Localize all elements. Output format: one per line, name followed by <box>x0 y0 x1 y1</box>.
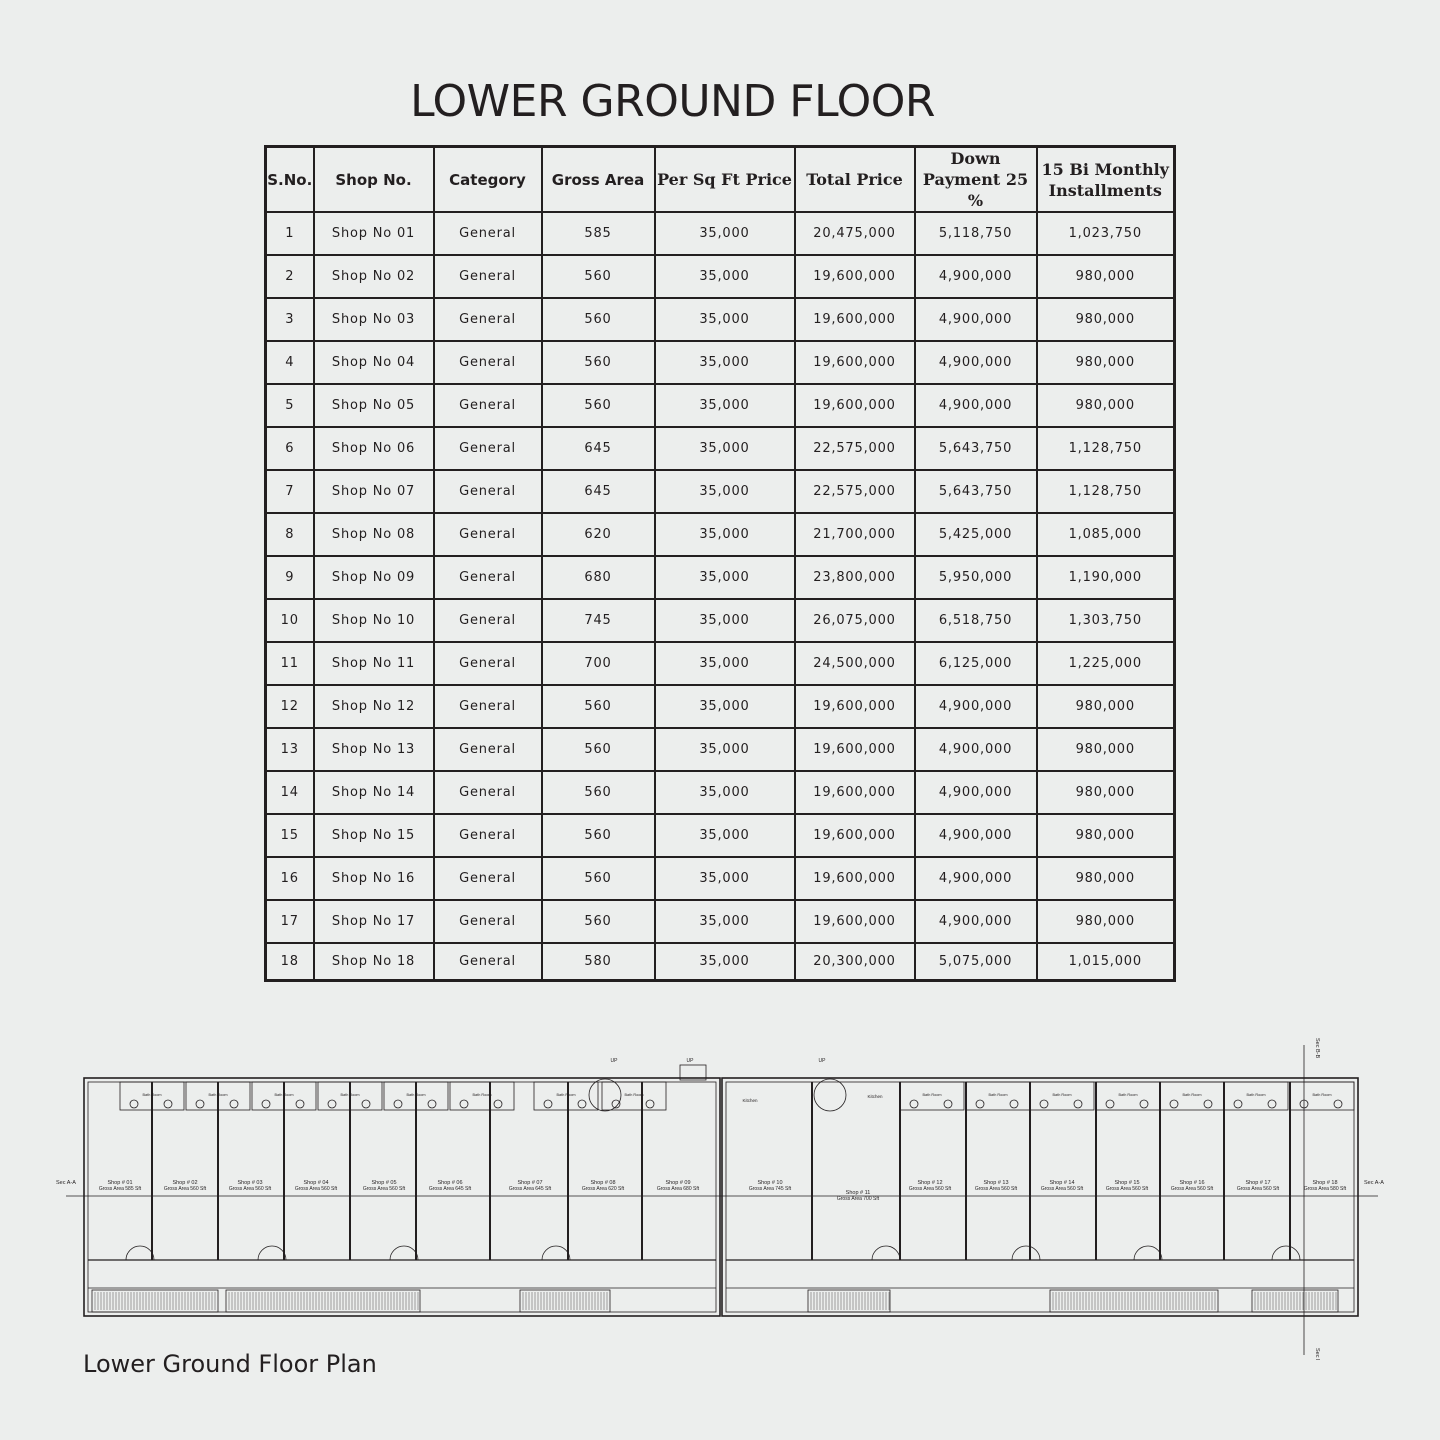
shop-label: Shop # 18 <box>1312 1180 1338 1186</box>
cell-shop-no: Shop No 15 <box>314 814 434 857</box>
cell-category: General <box>434 771 542 814</box>
cell-category: General <box>434 384 542 427</box>
shop-label: Shop # 16 <box>1179 1180 1205 1186</box>
fixture-icon <box>1268 1100 1276 1108</box>
shop-area-label: Gross Area 745 Sft <box>748 1186 792 1192</box>
cell-category: General <box>434 513 542 556</box>
cell-down-payment: 4,900,000 <box>915 728 1037 771</box>
cell-shop-no: Shop No 17 <box>314 900 434 943</box>
cell-gross-area: 560 <box>542 900 655 943</box>
cell-per-sqft-price: 35,000 <box>655 513 795 556</box>
cell-down-payment: 4,900,000 <box>915 298 1037 341</box>
cell-installment: 980,000 <box>1037 857 1175 900</box>
cell-per-sqft-price: 35,000 <box>655 685 795 728</box>
cell-down-payment: 6,518,750 <box>915 599 1037 642</box>
stair-spiral-icon <box>589 1079 621 1111</box>
cell-per-sqft-price: 35,000 <box>655 900 795 943</box>
cell-installment: 980,000 <box>1037 384 1175 427</box>
cell-gross-area: 585 <box>542 212 655 255</box>
cell-sno: 15 <box>266 814 314 857</box>
shop-label: Shop # 13 <box>983 1180 1009 1186</box>
cell-per-sqft-price: 35,000 <box>655 642 795 685</box>
cell-gross-area: 560 <box>542 814 655 857</box>
cell-sno: 6 <box>266 427 314 470</box>
shop-label: Shop # 15 <box>1114 1180 1140 1186</box>
cell-down-payment: 4,900,000 <box>915 900 1037 943</box>
cell-category: General <box>434 556 542 599</box>
shop-area-label: Gross Area 560 Sft <box>1170 1186 1214 1192</box>
table-row <box>266 642 1175 685</box>
cell-total-price: 23,800,000 <box>795 556 915 599</box>
cell-shop-no: Shop No 06 <box>314 427 434 470</box>
shop-label: Shop # 09 <box>665 1180 691 1186</box>
door-swing-icon <box>872 1246 886 1260</box>
table-row <box>266 384 1175 427</box>
bath-room-label: Bath Room <box>406 1093 426 1097</box>
fixture-icon <box>1074 1100 1082 1108</box>
fixture-icon <box>296 1100 304 1108</box>
fixture-icon <box>196 1100 204 1108</box>
cell-gross-area: 560 <box>542 341 655 384</box>
fixture-icon <box>1106 1100 1114 1108</box>
cell-category: General <box>434 255 542 298</box>
table-row <box>266 599 1175 642</box>
cell-per-sqft-price: 35,000 <box>655 599 795 642</box>
cell-gross-area: 645 <box>542 427 655 470</box>
cell-sno: 5 <box>266 384 314 427</box>
shop-area-label: Gross Area 580 Sft <box>1303 1186 1347 1192</box>
table-row <box>266 341 1175 384</box>
shop-label: Shop # 01 <box>107 1180 133 1186</box>
cell-installment: 980,000 <box>1037 685 1175 728</box>
stair-up-label: UP <box>686 1058 694 1064</box>
fixture-icon <box>544 1100 552 1108</box>
cell-shop-no: Shop No 03 <box>314 298 434 341</box>
bath-room-label: Bath Room <box>142 1093 162 1097</box>
cell-down-payment: 5,075,000 <box>915 943 1037 981</box>
shop-label: Shop # 06 <box>437 1180 463 1186</box>
shop-label: Shop # 04 <box>303 1180 329 1186</box>
cell-installment: 980,000 <box>1037 298 1175 341</box>
stair-up-label: UP <box>818 1058 826 1064</box>
header-down-payment: Down Payment 25 % <box>915 147 1037 213</box>
bath-room-label: Bath Room <box>340 1093 360 1097</box>
fixture-icon <box>1170 1100 1178 1108</box>
shop-label: Shop # 03 <box>237 1180 263 1186</box>
fixture-icon <box>1040 1100 1048 1108</box>
header-category: Category <box>434 147 542 213</box>
fixture-icon <box>1010 1100 1018 1108</box>
door-swing-icon <box>542 1246 556 1260</box>
cell-installment: 1,128,750 <box>1037 470 1175 513</box>
fixture-icon <box>328 1100 336 1108</box>
shop-label: Shop # 10 <box>757 1180 783 1186</box>
cell-per-sqft-price: 35,000 <box>655 771 795 814</box>
plan-wing-left-inner <box>88 1082 716 1312</box>
kitchen-label: Kitchen <box>867 1094 883 1099</box>
cell-shop-no: Shop No 12 <box>314 685 434 728</box>
door-swing-icon <box>1012 1246 1026 1260</box>
cell-category: General <box>434 900 542 943</box>
plan-wing-left <box>84 1078 720 1316</box>
door-swing-icon <box>1286 1246 1300 1260</box>
table-row <box>266 255 1175 298</box>
cell-installment: 1,190,000 <box>1037 556 1175 599</box>
bath-room-label: Bath Room <box>274 1093 294 1097</box>
bath-room-label: Bath Room <box>556 1093 576 1097</box>
cell-sno: 10 <box>266 599 314 642</box>
cell-gross-area: 560 <box>542 771 655 814</box>
cell-total-price: 22,575,000 <box>795 427 915 470</box>
shop-area-label: Gross Area 680 Sft <box>656 1186 700 1192</box>
fixture-icon <box>1140 1100 1148 1108</box>
section-a-label-left: Sec A-A <box>56 1180 76 1186</box>
cell-down-payment: 4,900,000 <box>915 771 1037 814</box>
cell-total-price: 19,600,000 <box>795 298 915 341</box>
cell-total-price: 19,600,000 <box>795 384 915 427</box>
cell-shop-no: Shop No 05 <box>314 384 434 427</box>
table-row <box>266 943 1175 981</box>
shop-label: Shop # 14 <box>1049 1180 1075 1186</box>
cell-sno: 16 <box>266 857 314 900</box>
shop-label: Shop # 05 <box>371 1180 397 1186</box>
cell-sno: 14 <box>266 771 314 814</box>
cell-total-price: 19,600,000 <box>795 814 915 857</box>
shop-area-label: Gross Area 560 Sft <box>228 1186 272 1192</box>
cell-per-sqft-price: 35,000 <box>655 427 795 470</box>
door-swing-icon <box>1026 1246 1040 1260</box>
cell-down-payment: 4,900,000 <box>915 814 1037 857</box>
cell-total-price: 22,575,000 <box>795 470 915 513</box>
fixture-icon <box>1204 1100 1212 1108</box>
cell-per-sqft-price: 35,000 <box>655 857 795 900</box>
cell-total-price: 19,600,000 <box>795 771 915 814</box>
cell-category: General <box>434 642 542 685</box>
cell-down-payment: 6,125,000 <box>915 642 1037 685</box>
cell-installment: 1,023,750 <box>1037 212 1175 255</box>
fixture-icon <box>394 1100 402 1108</box>
cell-category: General <box>434 470 542 513</box>
cell-category: General <box>434 427 542 470</box>
cell-sno: 11 <box>266 642 314 685</box>
bath-room-label: Bath Room <box>208 1093 228 1097</box>
bath-room-label: Bath Room <box>988 1093 1008 1097</box>
fixture-icon <box>494 1100 502 1108</box>
shop-label: Shop # 11 <box>845 1190 871 1196</box>
fixture-icon <box>578 1100 586 1108</box>
cell-down-payment: 4,900,000 <box>915 341 1037 384</box>
cell-category: General <box>434 298 542 341</box>
cell-installment: 1,085,000 <box>1037 513 1175 556</box>
cell-gross-area: 560 <box>542 728 655 771</box>
cell-category: General <box>434 685 542 728</box>
cell-shop-no: Shop No 11 <box>314 642 434 685</box>
fixture-icon <box>460 1100 468 1108</box>
shop-label: Shop # 08 <box>590 1180 616 1186</box>
price-table <box>264 145 1176 982</box>
bath-room-label: Bath Room <box>1246 1093 1266 1097</box>
cell-category: General <box>434 599 542 642</box>
cell-shop-no: Shop No 10 <box>314 599 434 642</box>
cell-per-sqft-price: 35,000 <box>655 556 795 599</box>
cell-gross-area: 560 <box>542 857 655 900</box>
shop-area-label: Gross Area 560 Sft <box>163 1186 207 1192</box>
cell-shop-no: Shop No 14 <box>314 771 434 814</box>
cell-total-price: 21,700,000 <box>795 513 915 556</box>
shop-area-label: Gross Area 560 Sft <box>1105 1186 1149 1192</box>
section-a-label-right: Sec A-A <box>1364 1180 1384 1186</box>
header-per-sqft-price: Per Sq Ft Price <box>655 147 795 213</box>
shop-area-label: Gross Area 585 Sft <box>98 1186 142 1192</box>
fixture-icon <box>976 1100 984 1108</box>
cell-installment: 1,128,750 <box>1037 427 1175 470</box>
page-title: LOWER GROUND FLOOR <box>410 76 935 127</box>
table-row <box>266 685 1175 728</box>
shop-area-label: Gross Area 560 Sft <box>974 1186 1018 1192</box>
cell-down-payment: 5,950,000 <box>915 556 1037 599</box>
header-shop-no: Shop No. <box>314 147 434 213</box>
cell-shop-no: Shop No 02 <box>314 255 434 298</box>
door-swing-icon <box>258 1246 272 1260</box>
plan-wing-right-inner <box>726 1082 1354 1312</box>
table-row <box>266 298 1175 341</box>
cell-installment: 1,015,000 <box>1037 943 1175 981</box>
cell-installment: 980,000 <box>1037 341 1175 384</box>
cell-installment: 980,000 <box>1037 255 1175 298</box>
cell-per-sqft-price: 35,000 <box>655 255 795 298</box>
cell-sno: 13 <box>266 728 314 771</box>
door-swing-icon <box>126 1246 140 1260</box>
cell-total-price: 19,600,000 <box>795 728 915 771</box>
section-b-label-bottom: Sec B-B <box>1314 1348 1320 1360</box>
shop-label: Shop # 17 <box>1245 1180 1271 1186</box>
fixture-icon <box>362 1100 370 1108</box>
cell-per-sqft-price: 35,000 <box>655 943 795 981</box>
bath-room-label: Bath Room <box>1118 1093 1138 1097</box>
fixture-icon <box>1234 1100 1242 1108</box>
fixture-icon <box>130 1100 138 1108</box>
cell-gross-area: 700 <box>542 642 655 685</box>
shop-area-label: Gross Area 560 Sft <box>294 1186 338 1192</box>
cell-installment: 980,000 <box>1037 900 1175 943</box>
kitchen-label: Kitchen <box>742 1098 758 1103</box>
fixture-icon <box>230 1100 238 1108</box>
cell-gross-area: 560 <box>542 685 655 728</box>
table-row <box>266 728 1175 771</box>
cell-sno: 2 <box>266 255 314 298</box>
bath-room-label: Bath Room <box>1182 1093 1202 1097</box>
fixture-icon <box>428 1100 436 1108</box>
shop-area-label: Gross Area 620 Sft <box>581 1186 625 1192</box>
cell-down-payment: 4,900,000 <box>915 255 1037 298</box>
shop-label: Shop # 02 <box>172 1180 198 1186</box>
shop-label: Shop # 07 <box>517 1180 543 1186</box>
shop-area-label: Gross Area 700 Sft <box>836 1196 880 1202</box>
cell-gross-area: 560 <box>542 384 655 427</box>
shop-area-label: Gross Area 560 Sft <box>362 1186 406 1192</box>
cell-gross-area: 580 <box>542 943 655 981</box>
bath-room-label: Bath Room <box>1312 1093 1332 1097</box>
cell-down-payment: 4,900,000 <box>915 384 1037 427</box>
door-swing-icon <box>1272 1246 1286 1260</box>
cell-total-price: 26,075,000 <box>795 599 915 642</box>
fixture-icon <box>262 1100 270 1108</box>
cell-sno: 1 <box>266 212 314 255</box>
door-swing-icon <box>390 1246 404 1260</box>
cell-category: General <box>434 728 542 771</box>
cell-gross-area: 560 <box>542 298 655 341</box>
floor-plan <box>50 1030 1400 1360</box>
stair-up-label: UP <box>610 1058 618 1064</box>
cell-per-sqft-price: 35,000 <box>655 298 795 341</box>
cell-gross-area: 680 <box>542 556 655 599</box>
table-row <box>266 556 1175 599</box>
cell-installment: 980,000 <box>1037 814 1175 857</box>
cell-shop-no: Shop No 08 <box>314 513 434 556</box>
table-row <box>266 427 1175 470</box>
fixture-icon <box>646 1100 654 1108</box>
cell-category: General <box>434 814 542 857</box>
cell-per-sqft-price: 35,000 <box>655 212 795 255</box>
cell-installment: 980,000 <box>1037 771 1175 814</box>
cell-per-sqft-price: 35,000 <box>655 814 795 857</box>
stair-spiral-icon <box>814 1079 846 1111</box>
cell-category: General <box>434 857 542 900</box>
cell-installment: 980,000 <box>1037 728 1175 771</box>
cell-per-sqft-price: 35,000 <box>655 470 795 513</box>
cell-category: General <box>434 212 542 255</box>
cell-per-sqft-price: 35,000 <box>655 341 795 384</box>
shop-area-label: Gross Area 645 Sft <box>508 1186 552 1192</box>
door-swing-icon <box>1134 1246 1148 1260</box>
cell-shop-no: Shop No 07 <box>314 470 434 513</box>
cell-total-price: 19,600,000 <box>795 341 915 384</box>
header-installments: 15 Bi Monthly Installments <box>1037 147 1175 213</box>
cell-sno: 17 <box>266 900 314 943</box>
cell-total-price: 19,600,000 <box>795 685 915 728</box>
cell-total-price: 20,475,000 <box>795 212 915 255</box>
bath-room-label: Bath Room <box>624 1093 644 1097</box>
bath-room-label: Bath Room <box>922 1093 942 1097</box>
shop-area-label: Gross Area 645 Sft <box>428 1186 472 1192</box>
plan-caption: Lower Ground Floor Plan <box>83 1350 377 1378</box>
cell-shop-no: Shop No 16 <box>314 857 434 900</box>
cell-gross-area: 560 <box>542 255 655 298</box>
cell-category: General <box>434 943 542 981</box>
cell-sno: 12 <box>266 685 314 728</box>
header-total-price: Total Price <box>795 147 915 213</box>
cell-sno: 3 <box>266 298 314 341</box>
door-swing-icon <box>886 1246 900 1260</box>
cell-per-sqft-price: 35,000 <box>655 728 795 771</box>
header-gross-area: Gross Area <box>542 147 655 213</box>
fixture-icon <box>1334 1100 1342 1108</box>
table-row <box>266 212 1175 255</box>
cell-down-payment: 5,643,750 <box>915 427 1037 470</box>
cell-down-payment: 5,643,750 <box>915 470 1037 513</box>
table-row <box>266 513 1175 556</box>
cell-shop-no: Shop No 04 <box>314 341 434 384</box>
plan-wing-right <box>722 1078 1358 1316</box>
cell-sno: 18 <box>266 943 314 981</box>
table-row <box>266 771 1175 814</box>
cell-sno: 9 <box>266 556 314 599</box>
bath-room-label: Bath Room <box>472 1093 492 1097</box>
fixture-icon <box>910 1100 918 1108</box>
cell-total-price: 24,500,000 <box>795 642 915 685</box>
table-row <box>266 900 1175 943</box>
table-row <box>266 814 1175 857</box>
cell-gross-area: 745 <box>542 599 655 642</box>
cell-gross-area: 645 <box>542 470 655 513</box>
shop-label: Shop # 12 <box>917 1180 943 1186</box>
cell-per-sqft-price: 35,000 <box>655 384 795 427</box>
cell-shop-no: Shop No 18 <box>314 943 434 981</box>
cell-total-price: 20,300,000 <box>795 943 915 981</box>
table-row <box>266 857 1175 900</box>
bath-room-label: Bath Room <box>1052 1093 1072 1097</box>
cell-down-payment: 4,900,000 <box>915 685 1037 728</box>
cell-total-price: 19,600,000 <box>795 900 915 943</box>
cell-sno: 8 <box>266 513 314 556</box>
cell-shop-no: Shop No 13 <box>314 728 434 771</box>
cell-installment: 1,225,000 <box>1037 642 1175 685</box>
table-row <box>266 470 1175 513</box>
shop-area-label: Gross Area 560 Sft <box>1040 1186 1084 1192</box>
section-b-label-top: Sec B-B <box>1314 1038 1320 1059</box>
cell-down-payment: 4,900,000 <box>915 857 1037 900</box>
floor-plan-drawing <box>50 1030 1400 1360</box>
cell-shop-no: Shop No 01 <box>314 212 434 255</box>
fixture-icon <box>944 1100 952 1108</box>
cell-shop-no: Shop No 09 <box>314 556 434 599</box>
cell-installment: 1,303,750 <box>1037 599 1175 642</box>
facade-block <box>808 1290 890 1312</box>
fixture-icon <box>164 1100 172 1108</box>
table-header-row <box>266 147 1175 213</box>
cell-gross-area: 620 <box>542 513 655 556</box>
facade-block <box>1252 1290 1338 1312</box>
cell-sno: 4 <box>266 341 314 384</box>
cell-down-payment: 5,118,750 <box>915 212 1037 255</box>
cell-category: General <box>434 341 542 384</box>
cell-sno: 7 <box>266 470 314 513</box>
cell-total-price: 19,600,000 <box>795 857 915 900</box>
shop-area-label: Gross Area 560 Sft <box>1236 1186 1280 1192</box>
cell-down-payment: 5,425,000 <box>915 513 1037 556</box>
shop-area-label: Gross Area 560 Sft <box>908 1186 952 1192</box>
cell-total-price: 19,600,000 <box>795 255 915 298</box>
header-sno: S.No. <box>266 147 314 213</box>
